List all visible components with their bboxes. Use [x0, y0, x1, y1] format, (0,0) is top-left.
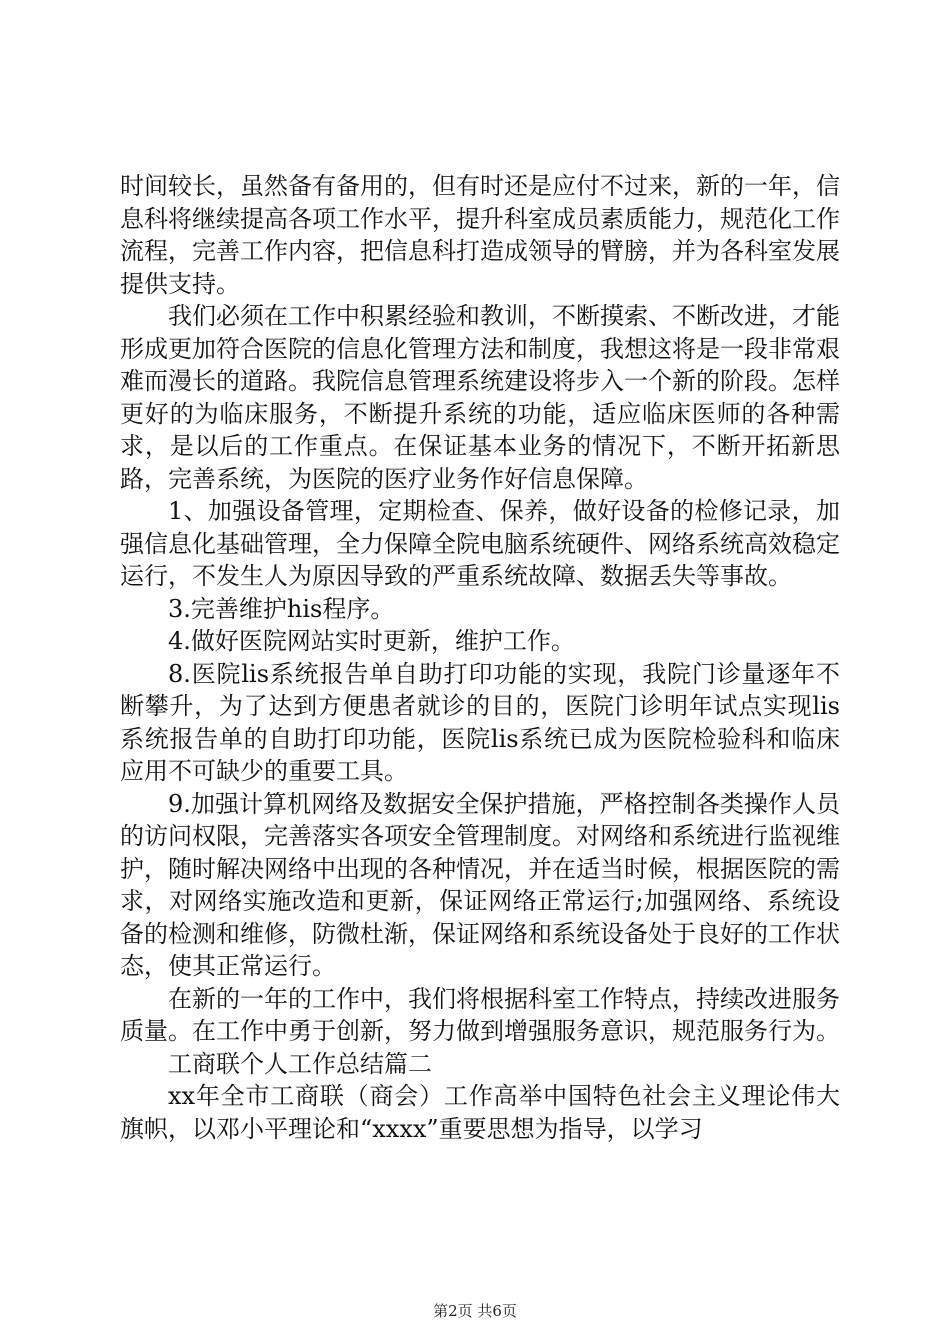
- document-body: [120, 170, 840, 1145]
- paragraph: 我们必须在工作中积累经验和教训，不断摸索、不断改进，才能形成更加符合医院的信息化管理方法和制度，我想这将是一段非常艰难而漫长的道路。我院信息管理系统建设将步入一个新的阶段。怎样更好的为临床服务，不断提升系统的功能，适应临床医师的各种需求，是以后的工作重点。在保证基本业务的情况下，不断开拓新思路，完善系统，为医院的医疗业务作好信息保障。: [120, 302, 840, 493]
- paragraph: 4.做好医院网站实时更新，维护工作。: [168, 627, 575, 655]
- paragraph: xx年全市工商联（商会）工作高举中国特色社会主义理论伟大旗帜，以邓小平理论和“xxxx”重要思想为指导，以学习: [120, 1082, 840, 1143]
- paragraph: 9.加强计算机网络及数据安全保护措施，严格控制各类操作人员的访问权限，完善落实各项安全管理制度。对网络和系统进行监视维护，随时解决网络中出现的各种情况，并在适当时候，根据医院的需求，对网络实施改造和更新，保证网络正常运行;加强网络、系统设备的检测和维修，防微杜渐，保证网络和系统设备处于良好的工作状态，使其正常运行。: [120, 789, 840, 980]
- paragraph: 3.完善维护his程序。: [168, 594, 395, 623]
- paragraph: 工商联个人工作总结篇二: [168, 1049, 432, 1078]
- paragraph: 1、加强设备管理，定期检查、保养，做好设备的检修记录，加强信息化基础管理，全力保障全院电脑系统硬件、网络系统高效稳定运行，不发生人为原因导致的严重系统故障、数据丢失等事故。: [120, 497, 840, 590]
- page-footer: 第2页 共6页: [433, 1302, 517, 1320]
- paragraph: 8.医院lis系统报告单自助打印功能的实现，我院门诊量逐年不断攀升，为了达到方便患者就诊的目的，医院门诊明年试点实现lis系统报告单的自助打印功能，医院lis系统已成为医院检验科和临床应用不可缺少的重要工具。: [120, 659, 840, 785]
- paragraph: 时间较长，虽然备有备用的，但有时还是应付不过来，新的一年，信息科将继续提高各项工作水平，提升科室成员素质能力，规范化工作流程，完善工作内容，把信息科打造成领导的臂膀，并为各科室发展提供支持。: [120, 172, 840, 298]
- paragraph: 在新的一年的工作中，我们将根据科室工作特点，持续改进服务质量。在工作中勇于创新，努力做到增强服务意识，规范服务行为。: [120, 984, 840, 1045]
